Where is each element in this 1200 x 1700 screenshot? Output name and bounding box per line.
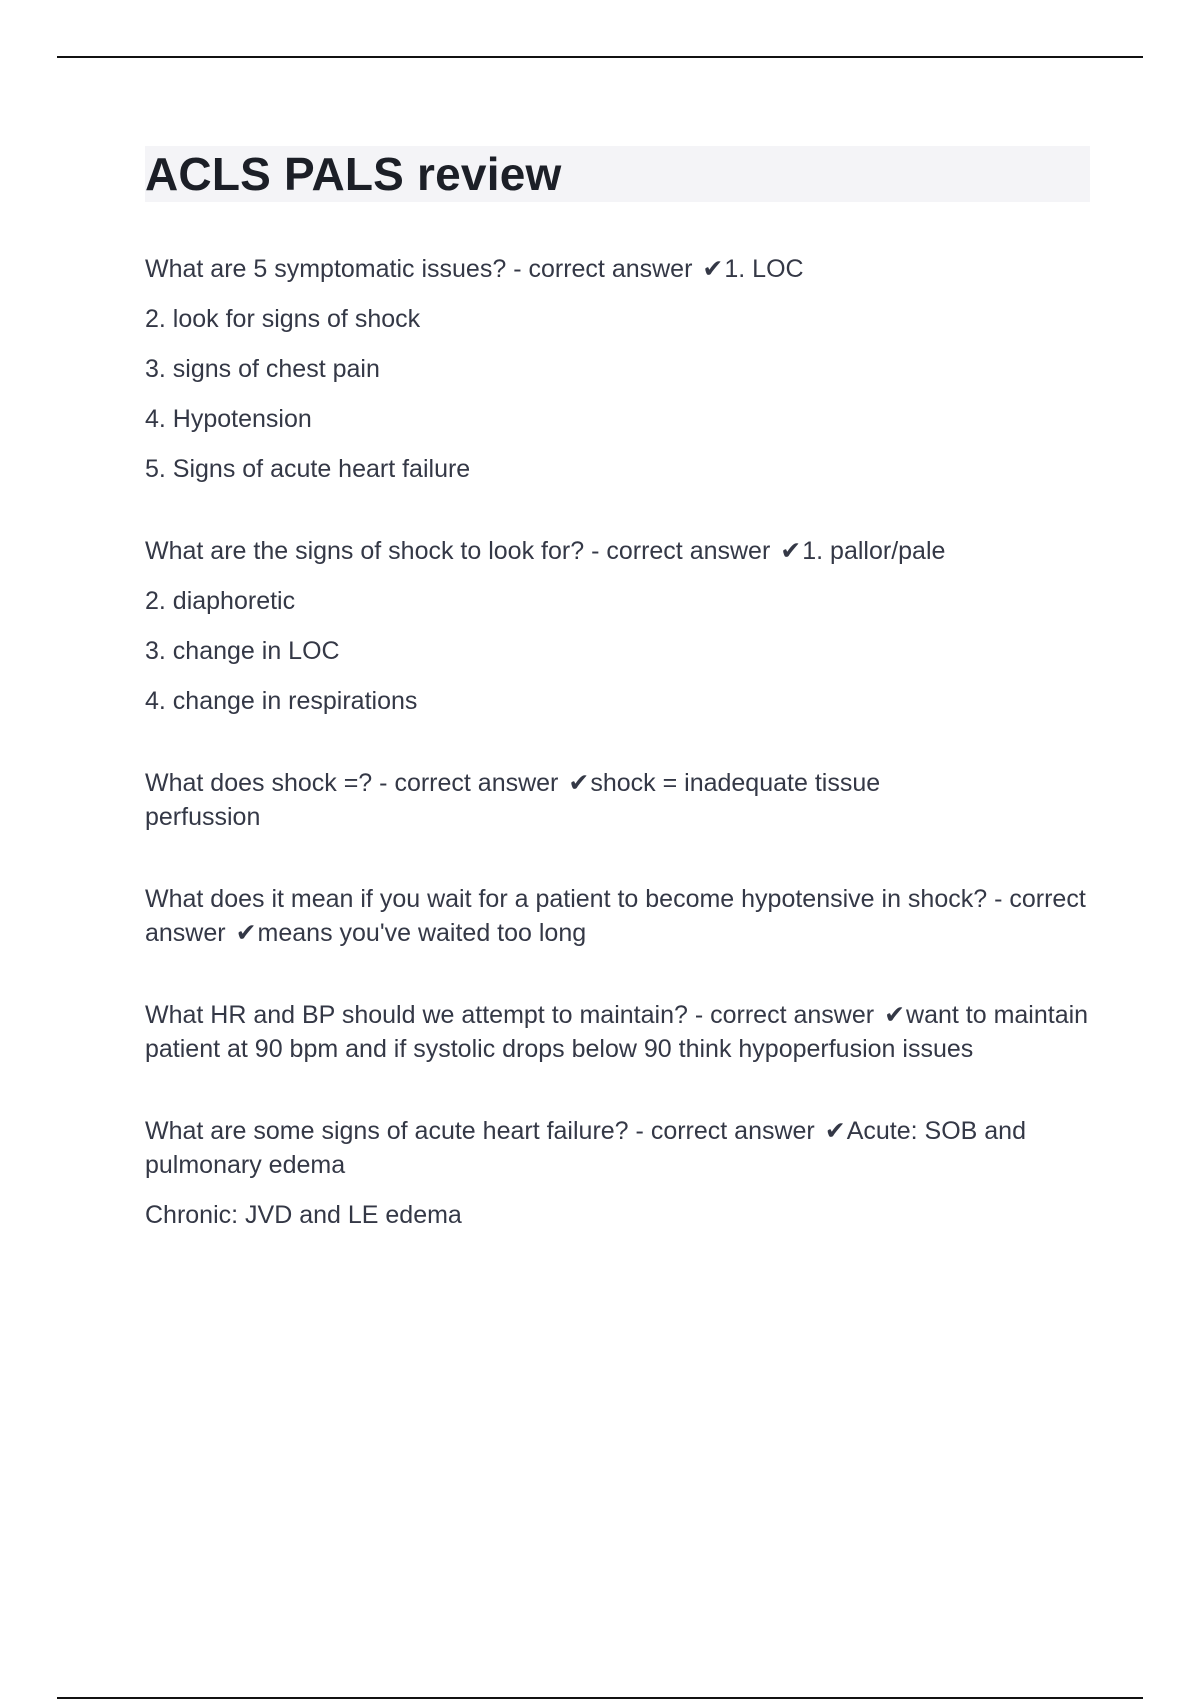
qa-question-line (145, 882, 1090, 950)
qa-question-line (145, 998, 1090, 1066)
answer-label: - correct answer (145, 885, 1086, 947)
checkmark-icon: ✔ (702, 255, 724, 283)
answer-text: shock = inadequate tissue perfussion (145, 769, 881, 831)
answer-label: - correct answer (379, 769, 559, 797)
qa-question-line (145, 1114, 1090, 1182)
qa-item (145, 1114, 1090, 1232)
answer-line: 2. diaphoretic (145, 587, 296, 615)
qa-item (145, 534, 1090, 718)
qa-question-line (145, 766, 945, 834)
question-text: What does it mean if you wait for a patient to become hypotensive in shock? (145, 885, 988, 913)
answer-line: 4. change in respirations (145, 687, 418, 715)
question-text: What are some signs of acute heart failure? (145, 1117, 629, 1145)
qa-question-line (145, 534, 1090, 568)
answer-label: - correct answer (591, 537, 771, 565)
question-text: What HR and BP should we attempt to maintain? (145, 1001, 688, 1029)
answer-line: 3. change in LOC (145, 637, 340, 665)
checkmark-icon: ✔ (884, 1001, 906, 1029)
answer-text: Acute: SOB and pulmonary edema (145, 1117, 1026, 1179)
question-text: What are the signs of shock to look for? (145, 537, 585, 565)
question-text: What does shock =? (145, 769, 373, 797)
checkmark-icon: ✔ (568, 769, 590, 797)
question-text: What are 5 symptomatic issues? (145, 255, 507, 283)
answer-line: Chronic: JVD and LE edema (145, 1201, 462, 1229)
bottom-rule (57, 1697, 1143, 1699)
answer-line: 5. Signs of acute heart failure (145, 455, 471, 483)
answer-text: means you've waited too long (257, 919, 587, 947)
answer-label: - correct answer (694, 1001, 875, 1029)
qa-item (145, 998, 1090, 1066)
title-bar (145, 146, 1090, 202)
answer-line: 4. Hypotension (145, 405, 312, 433)
answer-text: want to maintain patient at 90 bpm and if systolic drops below 90 think hypoperfusion issues (145, 1001, 1089, 1063)
checkmark-icon: ✔ (235, 919, 257, 947)
document-body (145, 146, 1090, 1280)
qa-question-line (145, 252, 1090, 286)
answer-line: 3. signs of chest pain (145, 355, 380, 383)
checkmark-icon: ✔ (780, 537, 802, 565)
answer-label: - correct answer (513, 255, 693, 283)
answer-line: 2. look for signs of shock (145, 305, 421, 333)
qa-item (145, 766, 1090, 834)
answer-text: 1. LOC (724, 255, 804, 283)
page-title: ACLS PALS review (145, 148, 562, 200)
checkmark-icon: ✔ (824, 1117, 846, 1145)
answer-label: - correct answer (635, 1117, 815, 1145)
qa-item (145, 882, 1090, 950)
qa-item (145, 252, 1090, 486)
top-rule (57, 56, 1143, 58)
answer-text: 1. pallor/pale (802, 537, 946, 565)
